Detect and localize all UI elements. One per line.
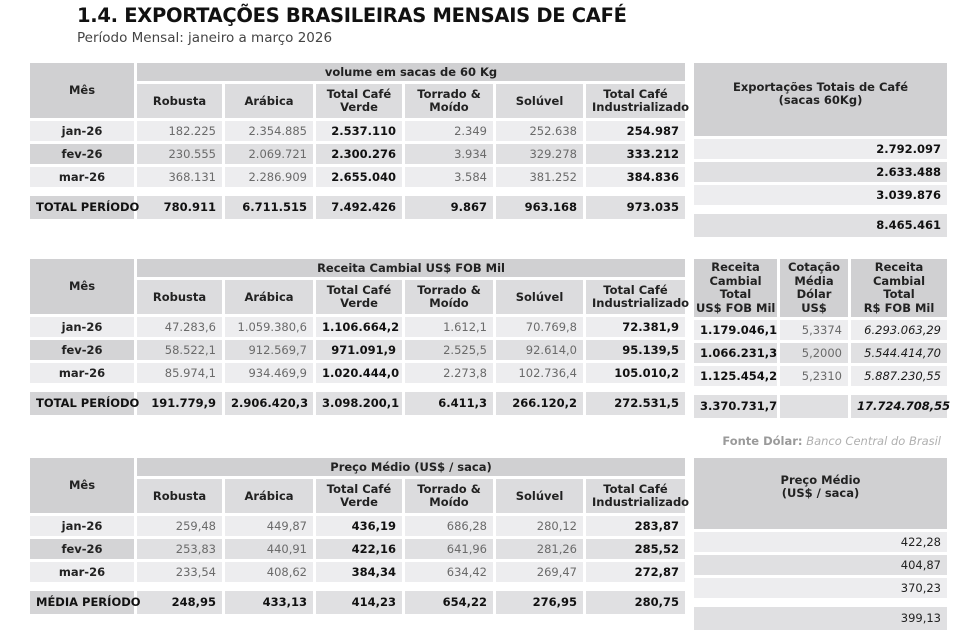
volume-total-table <box>691 60 950 240</box>
header-cotacao: Cotação Média Dólar US$ <box>780 259 848 317</box>
table-row: jan-26 182.225 2.354.885 2.537.110 2.349 252.638 254.987 <box>30 121 685 141</box>
header-soluvel: Solúvel <box>496 479 583 513</box>
table-row: fev-26 58.522,1 912.569,7 971.091,9 2.525,5 92.614,0 95.139,5 <box>30 340 685 360</box>
header-total-exportacoes: Exportações Totais de Café (sacas 60Kg) <box>694 63 947 136</box>
table-row: mar-26 85.974,1 934.469,9 1.020.444,0 2.273,8 102.736,4 105.010,2 <box>30 363 685 383</box>
table-row: jan-26 47.283,6 1.059.380,6 1.106.664,2 1.612,1 70.769,8 72.381,9 <box>30 317 685 337</box>
table-row: 422,28 <box>694 532 947 552</box>
source-note: Fonte Dólar: Banco Central do Brasil <box>722 434 941 448</box>
header-torrado: Torrado & Moído <box>405 280 493 314</box>
page-subtitle: Período Mensal: janeiro a março 2026 <box>77 30 333 46</box>
header-robusta: Robusta <box>137 479 222 513</box>
header-robusta: Robusta <box>137 280 222 314</box>
header-industrializado: Total Café Industrializado <box>586 280 685 314</box>
table-row: mar-26 368.131 2.286.909 2.655.040 3.584 381.252 384.836 <box>30 167 685 187</box>
header-verde: Total Café Verde <box>316 84 402 118</box>
header-torrado: Torrado & Moído <box>405 479 493 513</box>
header-robusta: Robusta <box>137 84 222 118</box>
header-mes: Mês <box>30 458 134 513</box>
table-row: 1.179.046,1 5,3374 6.293.063,29 <box>694 320 947 340</box>
header-torrado: Torrado & Moído <box>405 84 493 118</box>
table-row: 2.792.097 <box>694 139 947 159</box>
table-row: mar-26 233,54 408,62 384,34 634,42 269,47 272,87 <box>30 562 685 582</box>
header-arabica: Arábica <box>225 84 313 118</box>
header-arabica: Arábica <box>225 280 313 314</box>
summary-row: TOTAL PERÍODO 191.779,9 2.906.420,3 3.098.200,1 6.411,3 266.120,2 272.531,5 <box>30 392 685 415</box>
header-mes: Mês <box>30 259 134 314</box>
table-row: 2.633.488 <box>694 162 947 182</box>
header-industrializado: Total Café Industrializado <box>586 479 685 513</box>
table-row: 1.125.454,2 5,2310 5.887.230,55 <box>694 366 947 386</box>
volume-table <box>27 60 688 222</box>
group-header: volume em sacas de 60 Kg <box>137 63 685 81</box>
group-header: Receita Cambial US$ FOB Mil <box>137 259 685 277</box>
table-row: fev-26 253,83 440,91 422,16 641,96 281,26 285,52 <box>30 539 685 559</box>
header-receita-brl: Receita Cambial Total R$ FOB Mil <box>851 259 947 317</box>
header-soluvel: Solúvel <box>496 280 583 314</box>
table-row: jan-26 259,48 449,87 436,19 686,28 280,12 283,87 <box>30 516 685 536</box>
summary-row: 399,13 <box>694 607 947 630</box>
table-row: 370,23 <box>694 578 947 598</box>
table-row: 3.039.876 <box>694 185 947 205</box>
summary-row: MÉDIA PERÍODO 248,95 433,13 414,23 654,22 276,95 280,75 <box>30 591 685 614</box>
header-mes: Mês <box>30 63 134 118</box>
preco-table <box>27 455 688 617</box>
header-soluvel: Solúvel <box>496 84 583 118</box>
page-title: 1.4. EXPORTAÇÕES BRASILEIRAS MENSAIS DE CAFÉ <box>77 4 627 27</box>
header-preco-medio: Preço Médio (US$ / saca) <box>694 458 947 529</box>
receita-total-table <box>691 256 950 421</box>
summary-row: 8.465.461 <box>694 214 947 237</box>
header-verde: Total Café Verde <box>316 479 402 513</box>
table-row: fev-26 230.555 2.069.721 2.300.276 3.934 329.278 333.212 <box>30 144 685 164</box>
summary-row: TOTAL PERÍODO 780.911 6.711.515 7.492.426 9.867 963.168 973.035 <box>30 196 685 219</box>
group-header: Preço Médio (US$ / saca) <box>137 458 685 476</box>
preco-total-table <box>691 455 950 633</box>
table-row: 1.066.231,3 5,2000 5.544.414,70 <box>694 343 947 363</box>
summary-row: 3.370.731,7 17.724.708,55 <box>694 395 947 418</box>
header-receita-usd: Receita Cambial Total US$ FOB Mil <box>694 259 777 317</box>
table-row: 404,87 <box>694 555 947 575</box>
receita-table <box>27 256 688 418</box>
header-arabica: Arábica <box>225 479 313 513</box>
header-industrializado: Total Café Industrializado <box>586 84 685 118</box>
header-verde: Total Café Verde <box>316 280 402 314</box>
